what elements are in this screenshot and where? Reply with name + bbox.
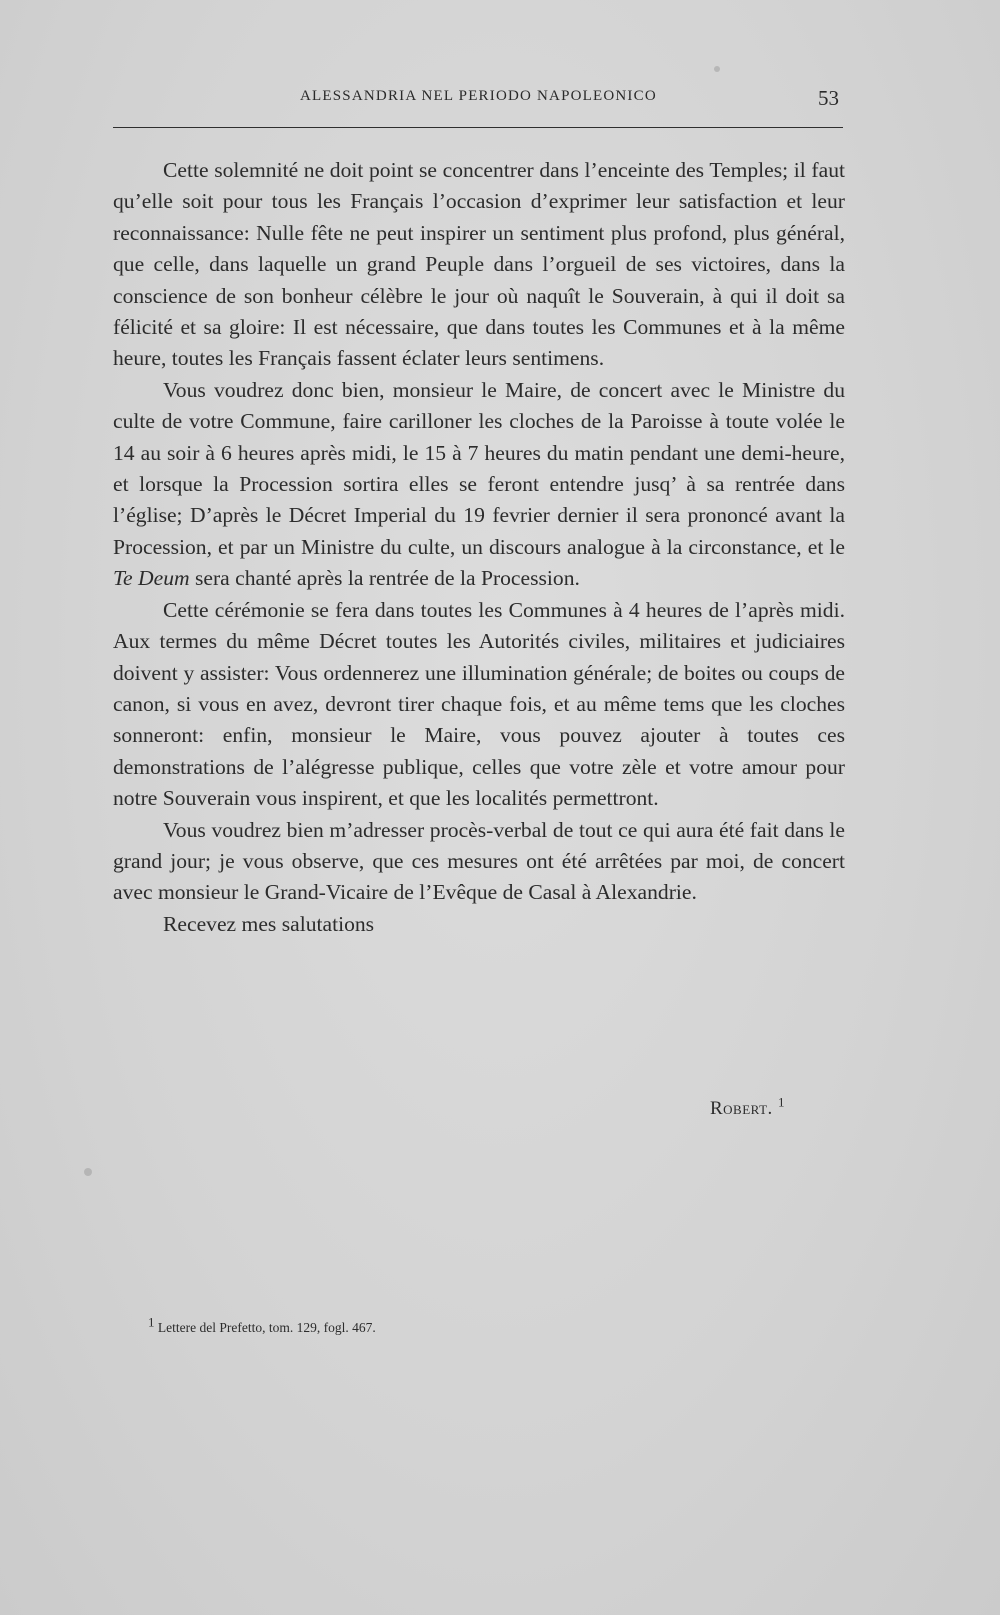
running-title: ALESSANDRIA NEL PERIODO NAPOLEONICO [300, 88, 657, 104]
signature-footnote-marker: 1 [778, 1094, 786, 1110]
footnote [148, 1314, 376, 1336]
page-number: 53 [818, 86, 839, 110]
te-deum-italic: Te Deum [113, 566, 190, 591]
paragraph-2-tail: sera chanté après la rentrée de la Procession. [195, 566, 580, 591]
paragraph-2-text: Vous voudrez donc bien, monsieur le Maire, de concert avec le Ministre du culte de votre Commune, faire carilloner les cloches de la Paroisse à toute volée le 14 au soir à 6 heures après midi, le 15 à 7 heures du matin pendant une demi-heure, et lorsque la Procession sortira elles se feront entendre jusq’ à sa rentrée dans l’église; D’après le Décret Imperial du 19 fevrier dernier il sera prononcé avant la Procession, et par un Ministre du culte, un discours analogue à la circonstance, et le [113, 377, 845, 559]
paragraph-5: Recevez mes salutations [163, 911, 375, 936]
header-rule [113, 127, 843, 128]
paragraph-4: Vous voudrez bien m’adresser procès-verbal de tout ce qui aura été fait dans le grand jour; je vous observe, que ces mesures ont été arrêtées par moi, de concert avec monsieur le Grand-Vicaire de l’Evêque de Casal à Alexandrie. [113, 817, 845, 905]
paper-speck [84, 1168, 92, 1176]
paragraph-1: Cette solemnité ne doit point se concentrer dans l’enceinte des Temples; il faut qu’elle soit pour tous les Français l’occasion d’exprimer leur satisfaction et leur reconnaissance: Nulle fête ne peut inspirer un sentiment plus profond, plus général, que celle, dans laquelle un grand Peuple dans l’orgueil de ses victoires, dans la conscience de son bonheur célèbre le jour où naquît le Souverain, à qui il doit sa félicité et sa gloire: Il est nécessaire, que dans toutes les Communes et à la même heure, toutes les Français fassent éclater leurs sentimens. [113, 158, 845, 371]
footnote-text: Lettere del Prefetto, tom. 129, fogl. 467. [157, 1320, 376, 1335]
paper-speck [714, 66, 720, 72]
footnote-marker: 1 [148, 1314, 155, 1330]
signature-name: Robert. [710, 1098, 773, 1119]
paragraph-2 [113, 375, 845, 595]
paragraph-3: Cette cérémonie se fera dans toutes les Communes à 4 heures de l’après midi. Aux termes du même Décret toutes les Autorités civiles, militaires et judiciaires doivent y assister: Vous ordennerez une illumination générale; de boites ou coups de canon, si vous en avez, devront tirer chaque fois, et au même tems que les cloches sonneront: enfin, monsieur le Maire, vous pouvez ajouter à toutes ces demonstrations de l’alégresse publique, celles que votre zèle et votre amour pour notre Souverain vous inspirent, et que les localités permettront. [113, 597, 845, 811]
signature [710, 1094, 786, 1120]
body-text [113, 155, 845, 940]
